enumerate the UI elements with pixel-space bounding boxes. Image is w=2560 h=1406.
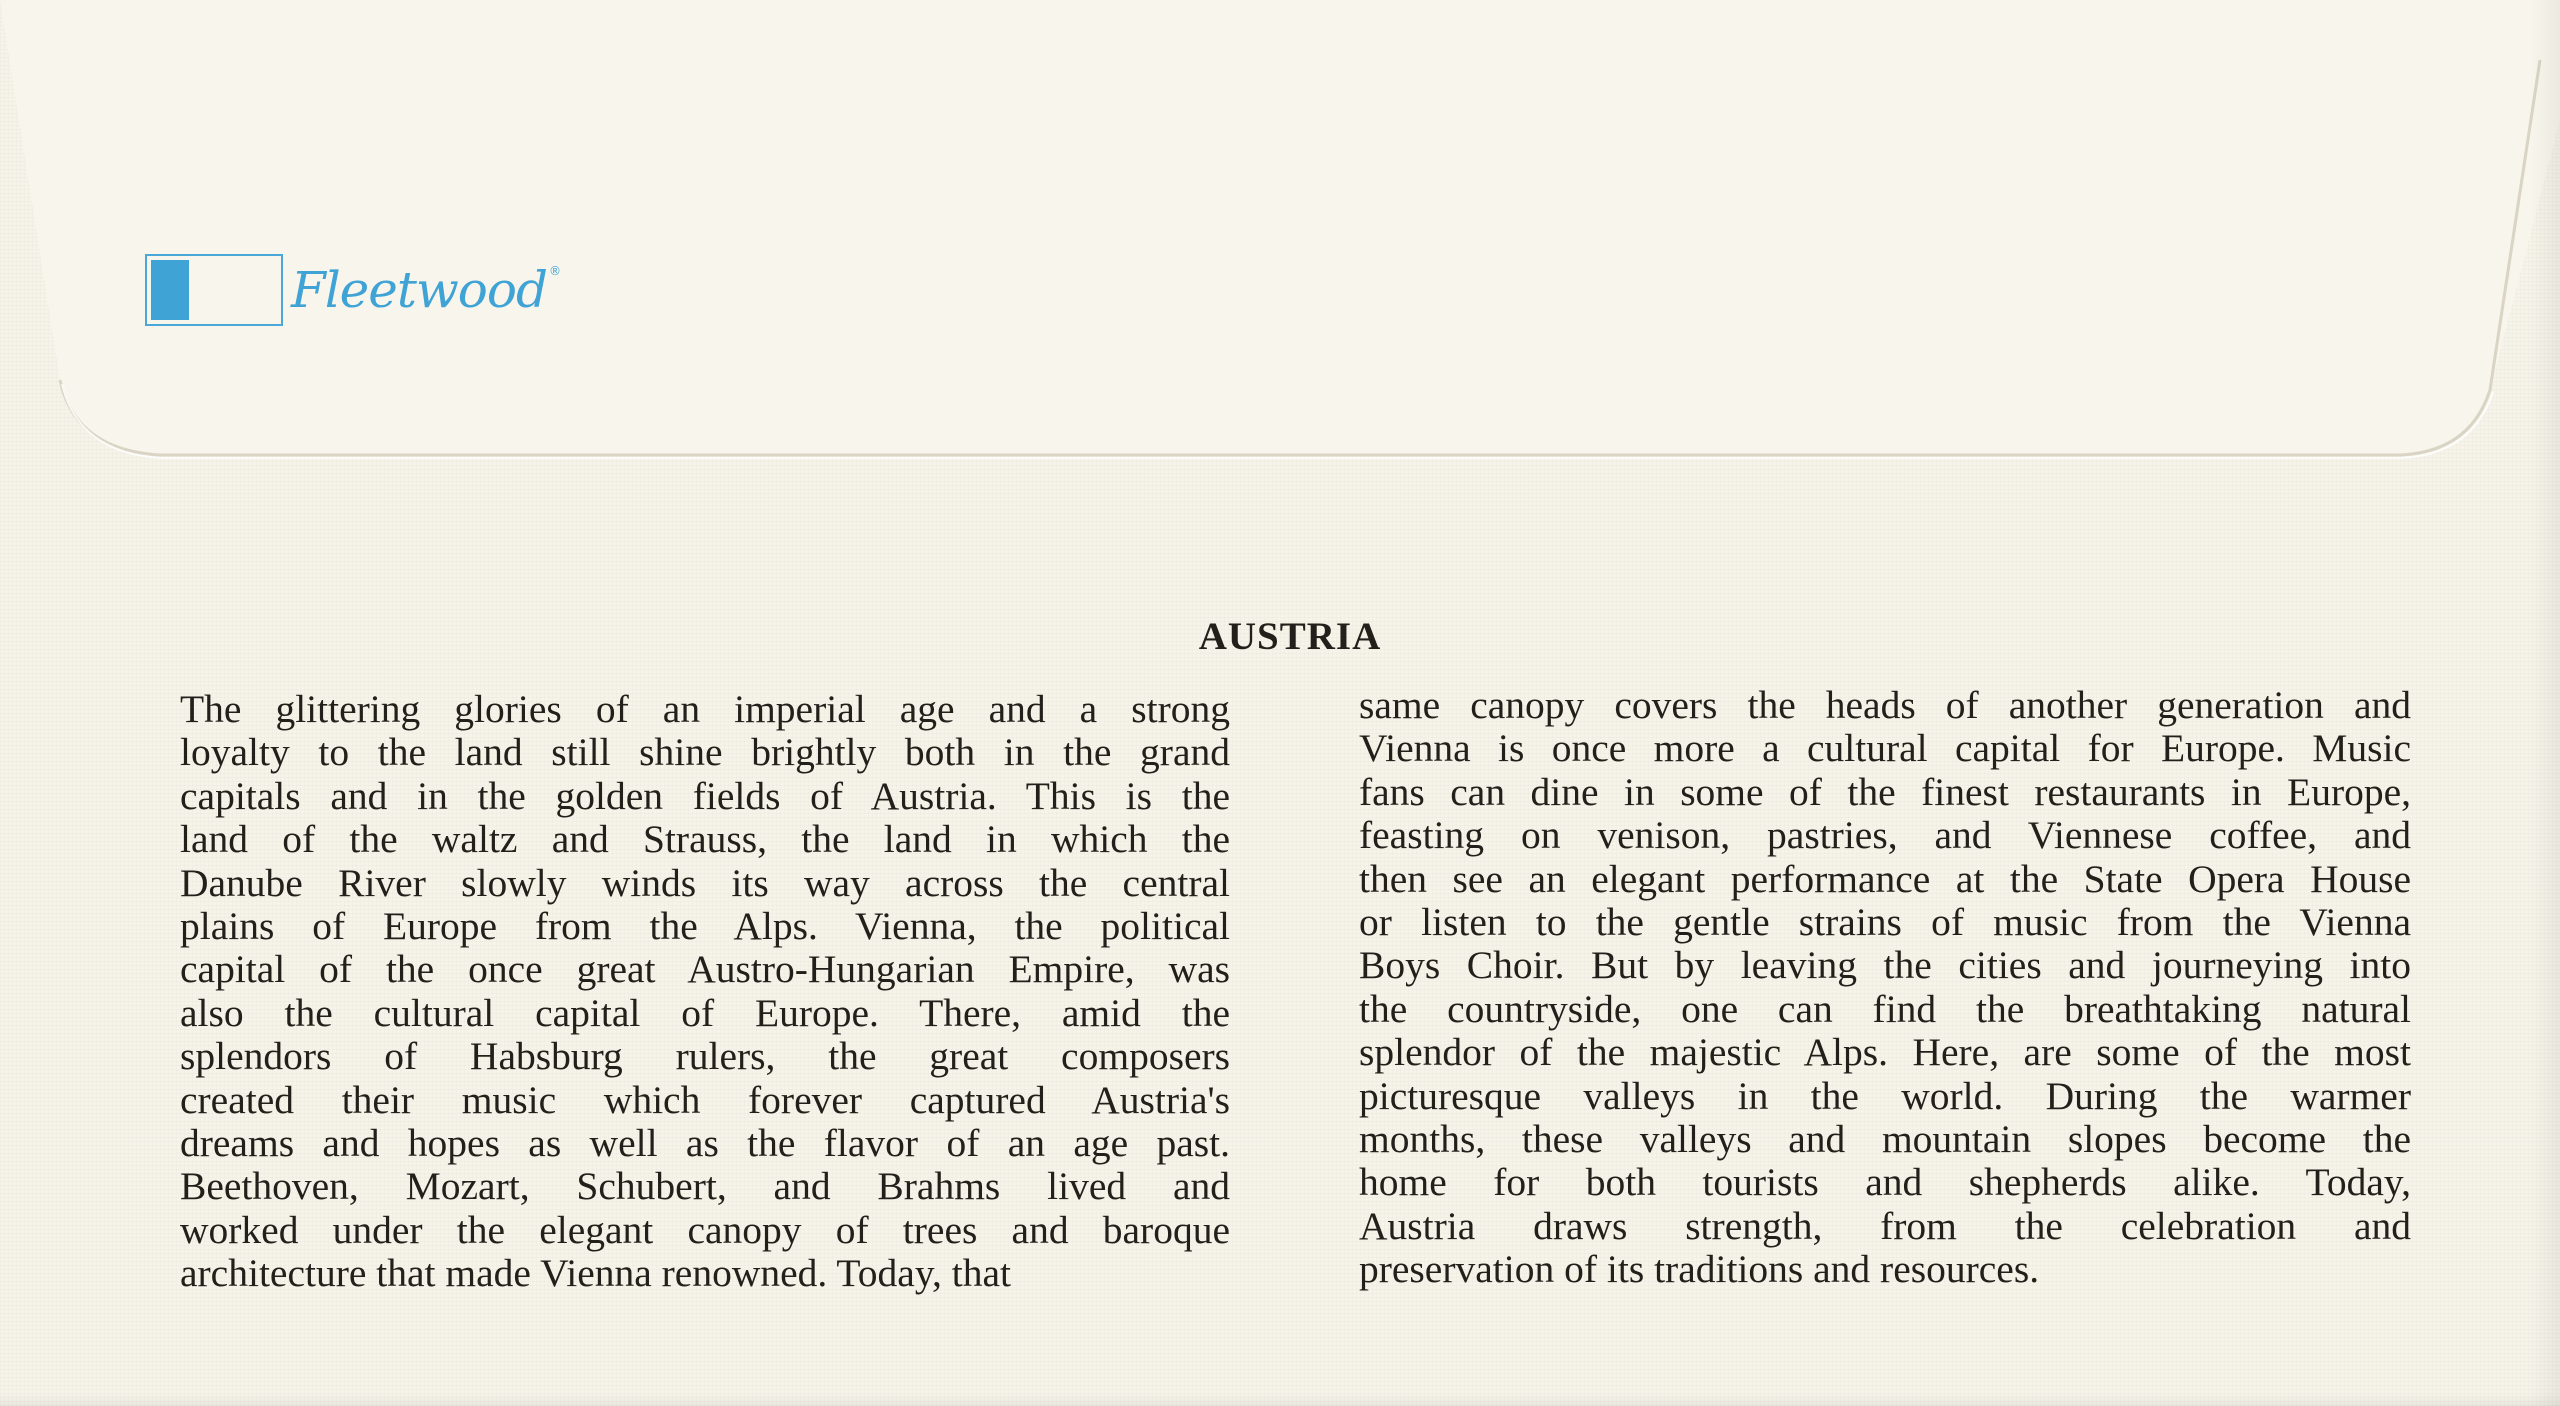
text-line: land of the waltz and Strauss, the land in which the [180, 817, 1230, 862]
text-line: The glittering glories of an imperial age and a strong [180, 687, 1230, 731]
text-line: Austria draws strength, from the celebration and [1359, 1203, 2411, 1248]
left-column [180, 688, 1230, 1296]
page-title: AUSTRIA [1198, 615, 1382, 658]
text-line: capital of the once great Austro-Hungarian Empire, was [180, 947, 1230, 992]
text-line: then see an elegant performance at the State Opera House [1359, 856, 2411, 901]
text-line: preservation of its traditions and resources. [1359, 1247, 2040, 1292]
right-column [1359, 684, 2411, 1292]
envelope-right-edge [2530, 0, 2560, 1406]
logo-box-icon [145, 254, 283, 326]
text-line: feasting on venison, pastries, and Viennese coffee, and [1359, 813, 2411, 858]
text-line: splendors of Habsburg rulers, the great composers [180, 1034, 1230, 1079]
text-line: plains of Europe from the Alps. Vienna, the political [180, 904, 1230, 949]
text-line: created their music which forever captured Austria's [180, 1077, 1230, 1122]
text-line: or listen to the gentle strains of music from the Vienna [1359, 900, 2411, 945]
logo-box-fill [151, 260, 189, 320]
text-line: picturesque valleys in the world. During the warmer [1359, 1073, 2411, 1118]
text-line: also the cultural capital of Europe. There, amid the [180, 990, 1230, 1035]
text-line: Boys Choir. But by leaving the cities and journeying into [1359, 943, 2411, 988]
text-line: fans can dine in some of the finest restaurants in Europe, [1359, 769, 2411, 814]
text-line: same canopy covers the heads of another generation and [1359, 683, 2411, 727]
text-line: home for both tourists and shepherds alike. Today, [1359, 1160, 2411, 1205]
text-line: Beethoven, Mozart, Schubert, and Brahms lived and [180, 1164, 1230, 1209]
text-line: worked under the elegant canopy of trees and baroque [180, 1207, 1230, 1252]
envelope-bottom-edge [0, 1394, 2560, 1406]
text-line: architecture that made Vienna renowned. Today, that [180, 1251, 1011, 1296]
brand-name [291, 261, 560, 319]
text-line: splendor of the majestic Alps. Here, are some of the most [1359, 1030, 2411, 1075]
brand-name-text: Fleetwood [291, 261, 547, 319]
text-line: Danube River slowly winds its way across the central [180, 860, 1230, 905]
registered-mark: ® [548, 264, 560, 278]
text-line: capitals and in the golden fields of Austria. This is the [180, 773, 1230, 818]
text-line: months, these valleys and mountain slopes become the [1359, 1117, 2411, 1162]
envelope-flap [0, 0, 2560, 480]
text-line: Vienna is once more a cultural capital for Europe. Music [1359, 726, 2411, 771]
fleetwood-logo [145, 254, 560, 326]
text-line: loyalty to the land still shine brightly both in the grand [180, 730, 1230, 775]
text-line: dreams and hopes as well as the flavor of an age past. [180, 1121, 1230, 1166]
text-line: the countryside, one can find the breathtaking natural [1359, 986, 2411, 1031]
